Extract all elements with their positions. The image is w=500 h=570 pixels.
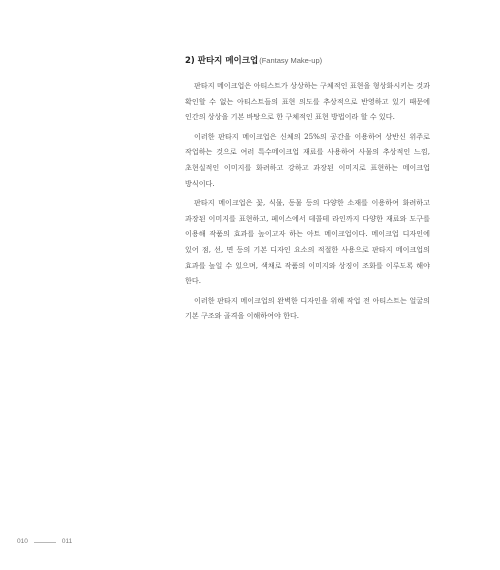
footer-divider bbox=[34, 542, 56, 543]
body-paragraph: 판타지 메이크업은 아티스트가 상상하는 구체적인 표현을 형상화시키는 것과 확인할 수 없는 아티스트들의 표현 의도를 추상적으로 반영하고 있기 때문에 인간의 상상을 기본 바탕으로 한 구체적인 표현 방법이라 할 수 있다. bbox=[185, 81, 430, 122]
page-number-right: 011 bbox=[61, 538, 73, 545]
body-paragraph: 판타지 메이크업은 꽃, 식물, 동물 등의 다양한 소재를 이용하여 화려하고 과장된 이미지를 표현하고, 페이스에서 데콜테 라인까지 다양한 재료와 도구를 이용해 작품의 효과를 높이고자 하는 아트 메이크업이다. 메이크업 디자인에 있어 점, 선, 면 등의 기본 디자인 요소의 적절한 사용으로 판타지 메이크업의 효과를 높일 수 있으며, 색채로 작품의 이미지와 상징이 조화를 이루도록 해야 한다. bbox=[185, 198, 430, 286]
section-title: 2) 판타지 메이크업 bbox=[185, 56, 259, 66]
section-subtitle: (Fantasy Make-up) bbox=[259, 56, 323, 65]
section-heading bbox=[185, 48, 430, 68]
page-number-footer bbox=[17, 538, 72, 546]
section-content bbox=[185, 48, 430, 328]
body-paragraph: 이러한 판타지 메이크업의 완벽한 디자인을 위해 작업 전 아티스트는 얼굴의 기본 구조와 골격을 이해하여야 한다. bbox=[185, 295, 430, 321]
body-paragraph: 이러한 판타지 메이크업은 신체의 25%의 공간을 이용하여 상반신 위주로 작업하는 것으로 여러 특수메이크업 재료를 사용하여 사물의 추상적인 느낌, 초현실적인 이미지를 화려하고 강하고 과장된 이미지로 표현하는 메이크업 방식이다. bbox=[185, 131, 430, 188]
page-number-left: 010 bbox=[17, 538, 28, 545]
